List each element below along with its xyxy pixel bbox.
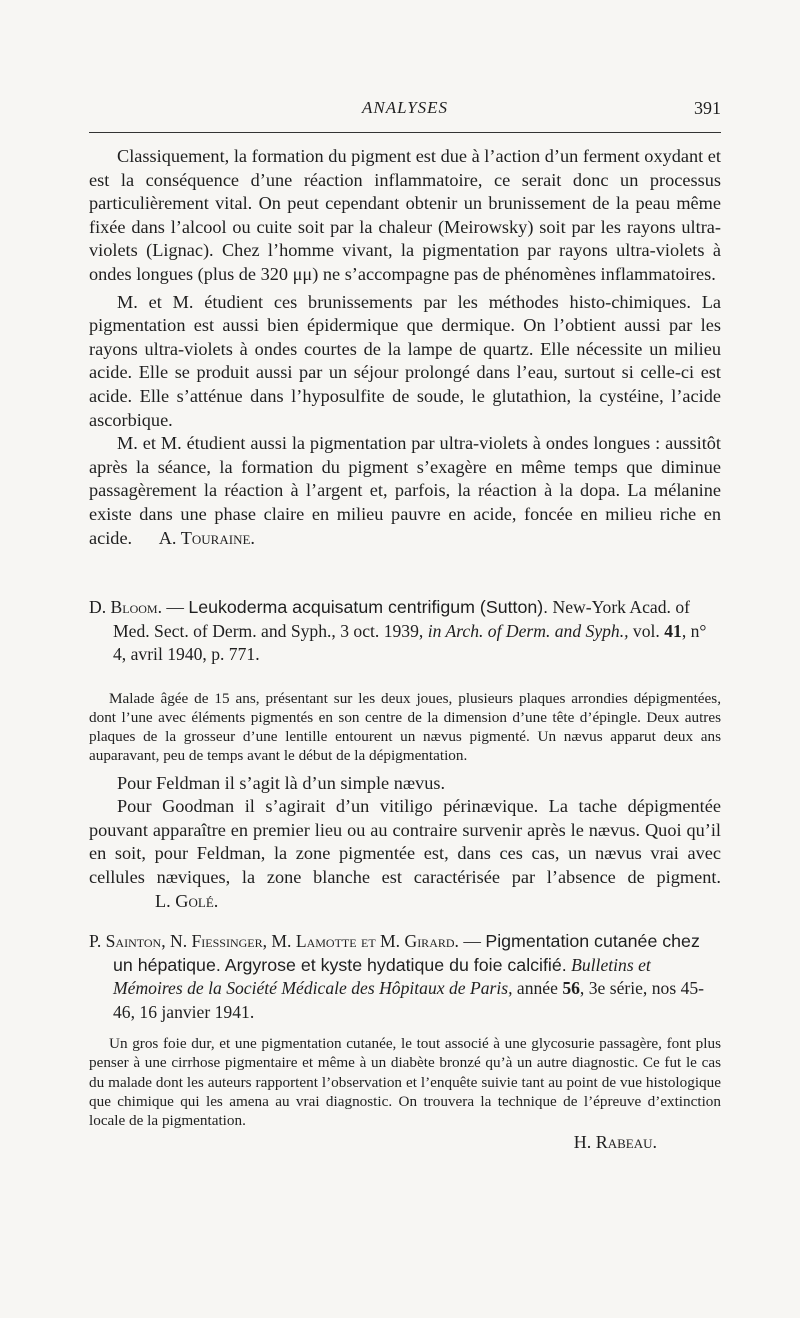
journal-name: in Arch. of Derm. and Syph., — [427, 620, 629, 641]
section-bloom — [89, 596, 721, 913]
paragraph: Pour Feldman il s’agit là d’un simple nævus. — [117, 772, 446, 793]
reference-heading — [89, 930, 721, 1024]
reference-text: , n° 4, avril 1940, p. 771. — [113, 620, 707, 664]
paragraph — [89, 432, 721, 550]
reference-text: vol. — [628, 620, 665, 641]
signature: H. Rabeau. — [573, 1132, 657, 1153]
page-header — [89, 98, 721, 128]
volume: 56 — [562, 978, 580, 998]
dash: — — [161, 597, 189, 617]
paragraph-text: M. et M. étudient aussi la pigmentation par ultra-violets à ondes longues : aussitôt après la séance, la formation du pigment s’exagère en même temps que diminue passagèrement la réaction à l’argent et, parfois, la réaction à la dopa. La mélanine existe dans une phase claire en milieu pauvre en acide, foncée en milieu riche en acide. — [89, 433, 721, 548]
reference-text: , 3e série, nos 45-46, 16 janvier 1941. — [113, 978, 705, 1022]
article-title: Leukoderma acquisatum centrifigum (Sutton). — [188, 597, 549, 617]
author: D. Bloom. — [89, 597, 162, 617]
journal-name: Bulletins et Mémoires de la Société Médicale des Hôpitaux de Paris, — [113, 954, 651, 998]
summary: Un gros foie dur, et une pigmentation cutanée, le tout associé à une glycosurie passagère, font plus penser à une cirrhose pigmentaire et même à un diabète bronzé qu’à un autre diagnostic. Ce fut le cas du malade dont les auteurs rapportent l’observation et l’enquête suivie tant au point de vue histologique que chimique qui les amena au vrai diagnostic. On trouvera la technique de l’épreuve d’extinction locale de la pigmentation. — [89, 1035, 721, 1130]
case-summary: Malade âgée de 15 ans, présentant sur les deux joues, plusieurs plaques arrondies dépigmentées, dont l’une avec éléments pigmentés en son centre de la dimension d’une tête d’épingle. Deux autres plaques de la grosseur d’une lentille entourent un nævus pigmenté. Un nævus apparut deux ans auparavant, peu de temps avant le début de la dépigmentation. — [89, 689, 721, 765]
section-continuation — [89, 145, 721, 550]
paragraph-text: Pour Goodman il s’agirait d’un vitiligo périnævique. La tache dépigmentée pouvant apparaître en premier lieu ou au contraire survenir après le nævus. Quoi qu’il en soit, pour Feldman, la zone pigmentée est, dans ces cas, un nævus vrai avec cellules næviques, la zone blanche est caractérisée par l’absence de pigment. — [89, 796, 721, 888]
paragraph: Classiquement, la formation du pigment est due à l’action d’un ferment oxydant et est la conséquence d’une réaction inflammatoire, ce serait donc un processus particulièrement vital. On peut cependant obtenir un brunissement de la peau même fixée dans l’alcool ou cuite soit par la chaleur (Meirowsky) soit par les rayons ultra-violets (Lignac). Chez l’homme vivant, la pigmentation par rayons ultra-violets à ondes longues (plus de 320 μμ) ne s’accompagne pas de phénomènes inflammatoires. — [89, 146, 721, 284]
running-title: ANALYSES — [361, 98, 449, 117]
header-rule — [89, 132, 721, 133]
dash: — — [458, 931, 486, 951]
volume: 41 — [664, 620, 682, 641]
reference-heading — [89, 596, 721, 667]
reference-text: année — [512, 978, 563, 998]
signature: L. Golé. — [155, 890, 219, 911]
paragraph — [89, 795, 721, 913]
authors: P. Sainton, N. Fiessinger, M. Lamotte et M. Girard. — [89, 931, 459, 951]
paragraph: M. et M. étudient ces brunissements par les méthodes histo-chimiques. La pigmentation est aussi bien épidermique que dermique. On l’obtient aussi par les rayons ultra-violets à ondes courtes de la lampe de quartz. Elle nécessite un milieu acide. Elle se produit aussi par un séjour prolongé dans l’eau, surtout si celle-ci est acide. Elle s’atténue dans l’hyposulfite de soude, le glutathion, la cystéine, l’acide ascorbique. — [89, 291, 721, 430]
page-number: 391 — [694, 98, 721, 118]
reference-source: New-York Acad. of Med. Sect. of Derm. and Syph., 3 oct. 1939, — [113, 597, 690, 641]
section-sainton — [89, 930, 721, 1153]
article-title: Pigmentation cutanée chez un hépatique. Argyrose et kyste hydatique du foie calcifié. — [113, 931, 700, 975]
signature: A. Touraine. — [158, 527, 255, 548]
